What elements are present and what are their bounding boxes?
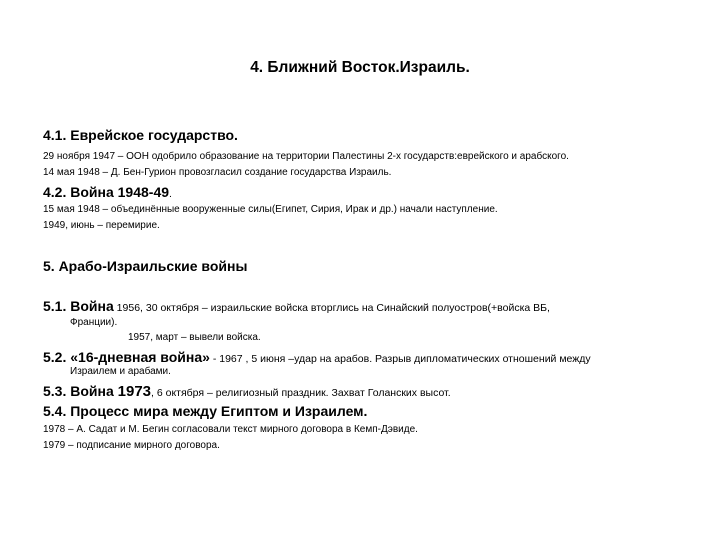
text-4-2-line-2: 1949, июнь – перемирие. <box>43 220 160 231</box>
page-title: 4. Ближний Восток.Израиль. <box>250 59 470 76</box>
heading-5-4: 5.4. Процесс мира между Египтом и Израилем. <box>43 403 368 419</box>
text-5-4-line-2: 1979 – подписание мирного договора. <box>43 440 220 451</box>
text-5-3: , 6 октября – религиозный праздник. Захват Голанских высот. <box>151 387 451 399</box>
heading-5-2-label: 5.2. «16-дневная война» <box>43 349 210 365</box>
heading-5-3-year: 1973 <box>117 383 152 400</box>
heading-5-2 <box>43 349 591 365</box>
text-5-1: 1956, 30 октября – израильские войска вторглись на Синайский полуостров(+войска ВБ, <box>113 302 550 314</box>
heading-5-1-label: 5.1. Война <box>43 298 114 314</box>
heading-5-1 <box>43 298 550 314</box>
text-4-1-line-1: 29 ноября 1947 – ООН одобрило образование на территории Палестины 2-х государств:еврейского и арабского. <box>43 151 569 162</box>
text-4-1-line-2: 14 мая 1948 – Д. Бен-Гурион провозгласил создание государства Израиль. <box>43 167 392 178</box>
text-5-2-cont: Израилем и арабами. <box>70 366 171 377</box>
heading-4-2-label: 4.2. Война 1948-49 <box>43 184 170 200</box>
text-5-4-line-1: 1978 – А. Садат и М. Бегин согласовали текст мирного договора в Кемп-Дэвиде. <box>43 424 418 435</box>
heading-5: 5. Арабо-Израильские войны <box>43 258 248 274</box>
heading-5-3-label: 5.3. Война <box>43 383 118 399</box>
text-5-1-extra: 1957, март – вывели войска. <box>128 332 261 343</box>
heading-4-1: 4.1. Еврейское государство. <box>43 127 238 143</box>
heading-4-2 <box>43 184 172 200</box>
text-4-2-line-1: 15 мая 1948 – объединённые вооруженные силы(Египет, Сирия, Ирак и др.) начали наступление. <box>43 204 498 215</box>
heading-5-3 <box>43 383 451 400</box>
heading-4-2-tail: . <box>169 188 172 200</box>
text-5-1-cont: Франции). <box>70 317 118 328</box>
text-5-2: - 1967 , 5 июня –удар на арабов. Разрыв дипломатических отношений между <box>209 353 591 365</box>
